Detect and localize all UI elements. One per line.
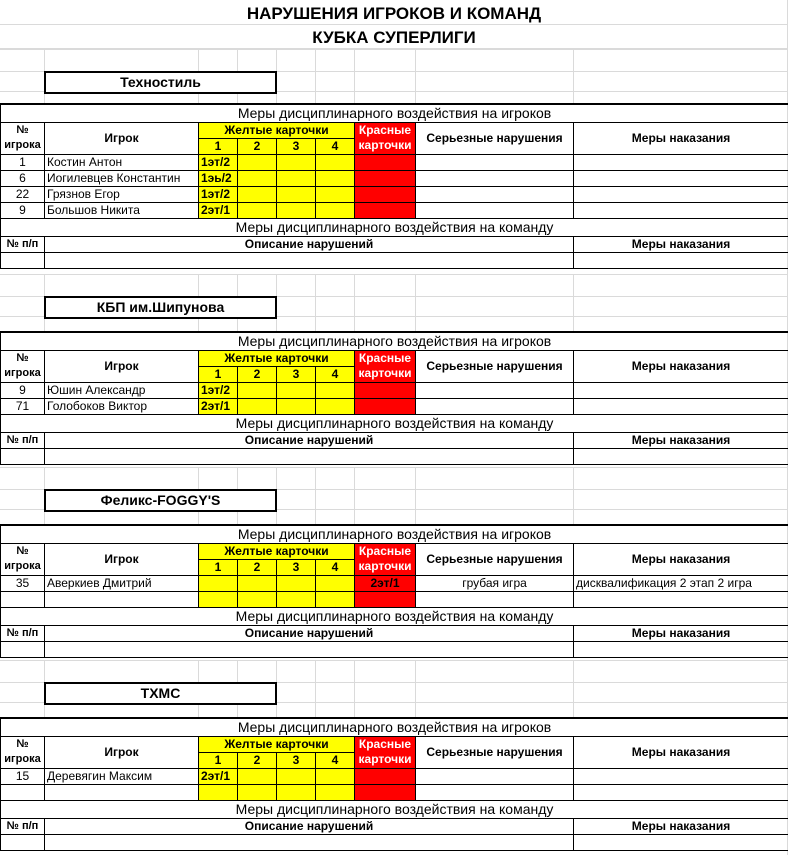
- yellow-card-1[interactable]: 1эь/2: [199, 170, 238, 186]
- yellow-card-4-header: 4: [316, 559, 355, 575]
- player-header: Игрок: [45, 350, 199, 382]
- pp-no-header: № п/п: [1, 236, 45, 252]
- red-card[interactable]: [355, 591, 416, 607]
- serious-violation[interactable]: [416, 398, 574, 414]
- team-section-title: Меры дисциплинарного воздействия на команду: [1, 800, 788, 818]
- team-section-title: Меры дисциплинарного воздействия на команду: [1, 414, 788, 432]
- yellow-card-4-header: 4: [316, 138, 355, 154]
- description-header: Описание нарушений: [45, 818, 574, 834]
- penalty[interactable]: [574, 398, 788, 414]
- yellow-card-4[interactable]: [316, 170, 355, 186]
- player-name[interactable]: Юшин Александр: [45, 382, 199, 398]
- player-row: [1, 382, 788, 398]
- team-violations-table: [0, 524, 788, 658]
- yellow-card-4[interactable]: [316, 575, 355, 591]
- yellow-card-2[interactable]: [238, 154, 277, 170]
- red-card[interactable]: [355, 154, 416, 170]
- player-no-header: № игрока: [1, 122, 45, 154]
- team-violation-row: [1, 448, 788, 464]
- team-violation-penalty[interactable]: [574, 641, 788, 657]
- team-violation-row: [1, 252, 788, 268]
- yellow-card-1[interactable]: 1эт/2: [199, 382, 238, 398]
- serious-violation[interactable]: [416, 202, 574, 218]
- serious-violations-header: Серьезные нарушения: [416, 122, 574, 154]
- yellow-card-3[interactable]: [277, 591, 316, 607]
- yellow-card-3[interactable]: [277, 784, 316, 800]
- yellow-card-2[interactable]: [238, 170, 277, 186]
- penalty-header: Меры наказания: [574, 350, 788, 382]
- red-cards-header: Красные карточки: [355, 122, 416, 154]
- team-name: Феликс-FOGGY'S: [44, 489, 277, 512]
- team-violation-row: [1, 834, 788, 850]
- player-row: [1, 784, 788, 800]
- player-row: [1, 154, 788, 170]
- yellow-card-1[interactable]: 1эт/2: [199, 186, 238, 202]
- yellow-card-2[interactable]: [238, 186, 277, 202]
- player-number[interactable]: 71: [1, 398, 45, 414]
- yellow-card-1[interactable]: 2эт/1: [199, 398, 238, 414]
- team-violation-row: [1, 641, 788, 657]
- team-penalty-header: Меры наказания: [574, 818, 788, 834]
- player-no-header: № игрока: [1, 736, 45, 768]
- player-name[interactable]: Аверкиев Дмитрий: [45, 575, 199, 591]
- page-title-line2: КУБКА СУПЕРЛИГИ: [312, 28, 476, 47]
- team-violations-table: [0, 717, 788, 851]
- serious-violation[interactable]: [416, 784, 574, 800]
- yellow-card-4-header: 4: [316, 366, 355, 382]
- description-header: Описание нарушений: [45, 432, 574, 448]
- yellow-card-3[interactable]: [277, 382, 316, 398]
- yellow-card-3-header: 3: [277, 366, 316, 382]
- yellow-cards-header: Желтые карточки: [199, 736, 355, 752]
- yellow-card-2[interactable]: [238, 768, 277, 784]
- player-no-header: № игрока: [1, 350, 45, 382]
- player-name[interactable]: Грязнов Егор: [45, 186, 199, 202]
- team-section-title: Меры дисциплинарного воздействия на команду: [1, 218, 788, 236]
- yellow-card-1[interactable]: [199, 784, 238, 800]
- penalty-header: Меры наказания: [574, 736, 788, 768]
- red-card[interactable]: [355, 202, 416, 218]
- team-violation-no[interactable]: [1, 641, 45, 657]
- yellow-card-2-header: 2: [238, 752, 277, 768]
- player-header: Игрок: [45, 736, 199, 768]
- serious-violation[interactable]: [416, 382, 574, 398]
- players-section-title: Меры дисциплинарного воздействия на игроков: [1, 332, 788, 350]
- yellow-card-4-header: 4: [316, 752, 355, 768]
- player-row: [1, 768, 788, 784]
- penalty-header: Меры наказания: [574, 543, 788, 575]
- yellow-card-3-header: 3: [277, 559, 316, 575]
- team-violation-penalty[interactable]: [574, 448, 788, 464]
- player-header: Игрок: [45, 543, 199, 575]
- serious-violations-header: Серьезные нарушения: [416, 350, 574, 382]
- player-number[interactable]: 35: [1, 575, 45, 591]
- red-cards-header: Красные карточки: [355, 350, 416, 382]
- penalty[interactable]: дисквалификация 2 этап 2 игра: [574, 575, 788, 591]
- penalty[interactable]: [574, 154, 788, 170]
- player-name[interactable]: Большов Никита: [45, 202, 199, 218]
- team-violation-description[interactable]: [45, 641, 574, 657]
- team-penalty-header: Меры наказания: [574, 432, 788, 448]
- description-header: Описание нарушений: [45, 236, 574, 252]
- yellow-card-4[interactable]: [316, 382, 355, 398]
- yellow-card-2-header: 2: [238, 366, 277, 382]
- yellow-cards-header: Желтые карточки: [199, 350, 355, 366]
- player-row: [1, 575, 788, 591]
- yellow-card-1-header: 1: [199, 752, 238, 768]
- penalty[interactable]: [574, 202, 788, 218]
- player-row: [1, 398, 788, 414]
- yellow-card-2[interactable]: [238, 202, 277, 218]
- penalty[interactable]: [574, 382, 788, 398]
- player-number[interactable]: 15: [1, 768, 45, 784]
- red-card[interactable]: [355, 170, 416, 186]
- player-number[interactable]: 6: [1, 170, 45, 186]
- red-card[interactable]: [355, 398, 416, 414]
- team-name: ТХМС: [44, 682, 277, 705]
- team-violations-table: [0, 103, 788, 269]
- yellow-card-1[interactable]: [199, 575, 238, 591]
- red-card[interactable]: [355, 186, 416, 202]
- team-violation-penalty[interactable]: [574, 834, 788, 850]
- yellow-card-1[interactable]: [199, 591, 238, 607]
- yellow-card-4[interactable]: [316, 154, 355, 170]
- yellow-card-2[interactable]: [238, 575, 277, 591]
- yellow-card-2-header: 2: [238, 559, 277, 575]
- player-name[interactable]: [45, 591, 199, 607]
- serious-violations-header: Серьезные нарушения: [416, 736, 574, 768]
- yellow-card-4[interactable]: [316, 186, 355, 202]
- yellow-cards-header: Желтые карточки: [199, 122, 355, 138]
- team-violation-description[interactable]: [45, 252, 574, 268]
- player-name[interactable]: Деревягин Максим: [45, 768, 199, 784]
- player-number[interactable]: [1, 591, 45, 607]
- team-violation-no[interactable]: [1, 252, 45, 268]
- team-violation-description[interactable]: [45, 448, 574, 464]
- yellow-card-3[interactable]: [277, 575, 316, 591]
- penalty[interactable]: [574, 170, 788, 186]
- team-violation-penalty[interactable]: [574, 252, 788, 268]
- yellow-card-3[interactable]: [277, 154, 316, 170]
- yellow-card-4[interactable]: [316, 202, 355, 218]
- yellow-card-3[interactable]: [277, 768, 316, 784]
- team-penalty-header: Меры наказания: [574, 625, 788, 641]
- player-no-header: № игрока: [1, 543, 45, 575]
- description-header: Описание нарушений: [45, 625, 574, 641]
- yellow-cards-header: Желтые карточки: [199, 543, 355, 559]
- yellow-card-2-header: 2: [238, 138, 277, 154]
- player-name[interactable]: Голобоков Виктор: [45, 398, 199, 414]
- player-number[interactable]: [1, 784, 45, 800]
- yellow-card-2[interactable]: [238, 382, 277, 398]
- red-card[interactable]: [355, 768, 416, 784]
- player-number[interactable]: 9: [1, 382, 45, 398]
- player-row: [1, 202, 788, 218]
- red-card[interactable]: [355, 382, 416, 398]
- yellow-card-2[interactable]: [238, 398, 277, 414]
- player-row: [1, 591, 788, 607]
- team-section-title: Меры дисциплинарного воздействия на команду: [1, 607, 788, 625]
- team-violation-no[interactable]: [1, 448, 45, 464]
- page-title-line1: НАРУШЕНИЯ ИГРОКОВ И КОМАНД: [246, 4, 542, 23]
- penalty[interactable]: [574, 591, 788, 607]
- red-card[interactable]: [355, 784, 416, 800]
- player-name[interactable]: Костин Антон: [45, 154, 199, 170]
- serious-violations-header: Серьезные нарушения: [416, 543, 574, 575]
- yellow-card-2[interactable]: [238, 591, 277, 607]
- team-violation-no[interactable]: [1, 834, 45, 850]
- yellow-card-3[interactable]: [277, 186, 316, 202]
- team-name: КБП им.Шипунова: [44, 296, 277, 319]
- yellow-card-1-header: 1: [199, 559, 238, 575]
- serious-violation[interactable]: [416, 768, 574, 784]
- team-name: Техностиль: [44, 71, 277, 94]
- player-number[interactable]: 1: [1, 154, 45, 170]
- player-row: [1, 186, 788, 202]
- pp-no-header: № п/п: [1, 432, 45, 448]
- player-header: Игрок: [45, 122, 199, 154]
- players-section-title: Меры дисциплинарного воздействия на игроков: [1, 718, 788, 736]
- yellow-card-4[interactable]: [316, 784, 355, 800]
- serious-violation[interactable]: [416, 154, 574, 170]
- players-section-title: Меры дисциплинарного воздействия на игроков: [1, 104, 788, 122]
- yellow-card-1[interactable]: 1эт/2: [199, 154, 238, 170]
- serious-violation[interactable]: [416, 186, 574, 202]
- yellow-card-4[interactable]: [316, 768, 355, 784]
- players-section-title: Меры дисциплинарного воздействия на игроков: [1, 525, 788, 543]
- yellow-card-1[interactable]: 2эт/1: [199, 768, 238, 784]
- penalty-header: Меры наказания: [574, 122, 788, 154]
- team-penalty-header: Меры наказания: [574, 236, 788, 252]
- player-number[interactable]: 22: [1, 186, 45, 202]
- yellow-card-3-header: 3: [277, 138, 316, 154]
- pp-no-header: № п/п: [1, 625, 45, 641]
- penalty[interactable]: [574, 784, 788, 800]
- yellow-card-1-header: 1: [199, 366, 238, 382]
- yellow-card-3[interactable]: [277, 170, 316, 186]
- red-cards-header: Красные карточки: [355, 736, 416, 768]
- yellow-card-4[interactable]: [316, 398, 355, 414]
- serious-violation[interactable]: [416, 591, 574, 607]
- serious-violation[interactable]: [416, 170, 574, 186]
- yellow-card-1[interactable]: 2эт/1: [199, 202, 238, 218]
- yellow-card-4[interactable]: [316, 591, 355, 607]
- team-violation-description[interactable]: [45, 834, 574, 850]
- pp-no-header: № п/п: [1, 818, 45, 834]
- red-card[interactable]: 2эт/1: [355, 575, 416, 591]
- penalty[interactable]: [574, 186, 788, 202]
- yellow-card-2[interactable]: [238, 784, 277, 800]
- team-violations-table: [0, 331, 788, 465]
- red-cards-header: Красные карточки: [355, 543, 416, 575]
- yellow-card-1-header: 1: [199, 138, 238, 154]
- player-name[interactable]: [45, 784, 199, 800]
- player-name[interactable]: Иогилевцев Константин: [45, 170, 199, 186]
- yellow-card-3-header: 3: [277, 752, 316, 768]
- yellow-card-3[interactable]: [277, 398, 316, 414]
- player-number[interactable]: 9: [1, 202, 45, 218]
- yellow-card-3[interactable]: [277, 202, 316, 218]
- penalty[interactable]: [574, 768, 788, 784]
- serious-violation[interactable]: грубая игра: [416, 575, 574, 591]
- player-row: [1, 170, 788, 186]
